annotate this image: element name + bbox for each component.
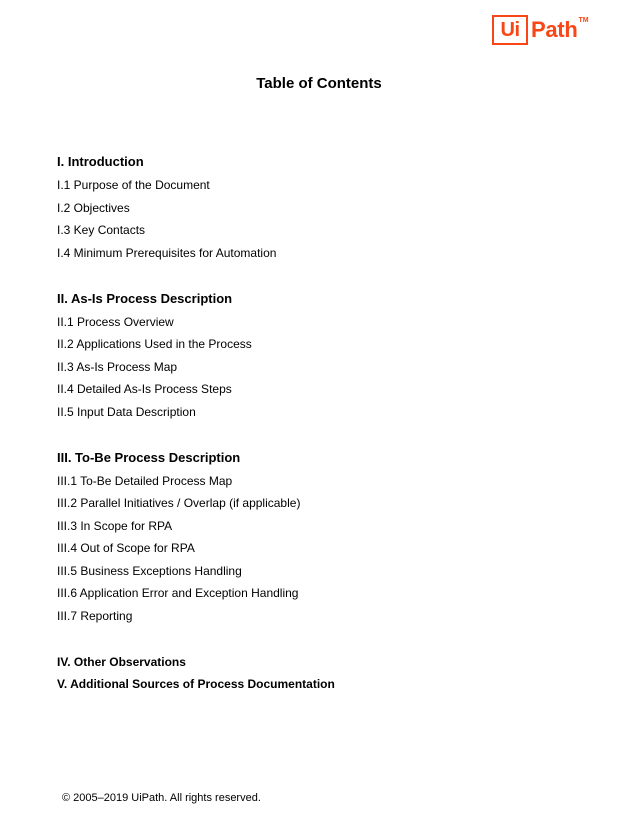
- toc-item[interactable]: III.7 Reporting: [57, 609, 133, 623]
- toc-section-introduction[interactable]: I. Introduction: [57, 154, 144, 169]
- toc-section-other-observations[interactable]: IV. Other Observations: [57, 655, 186, 669]
- toc-item[interactable]: II.4 Detailed As-Is Process Steps: [57, 382, 232, 396]
- toc-section-to-be[interactable]: III. To-Be Process Description: [57, 450, 241, 465]
- toc-item[interactable]: II.2 Applications Used in the Process: [57, 337, 252, 351]
- logo-box: Ui: [492, 15, 528, 45]
- toc-item[interactable]: III.1 To-Be Detailed Process Map: [57, 474, 233, 488]
- toc-item[interactable]: III.4 Out of Scope for RPA: [57, 541, 195, 555]
- toc-section-as-is[interactable]: II. As-Is Process Description: [57, 291, 233, 306]
- toc-item[interactable]: I.1 Purpose of the Document: [57, 178, 210, 192]
- toc-item[interactable]: II.1 Process Overview: [57, 315, 174, 329]
- toc-item[interactable]: III.5 Business Exceptions Handling: [57, 564, 242, 578]
- toc-item[interactable]: II.3 As-Is Process Map: [57, 360, 178, 374]
- toc-section-additional-sources[interactable]: V. Additional Sources of Process Documentation: [57, 677, 335, 691]
- toc-item[interactable]: II.5 Input Data Description: [57, 405, 196, 419]
- toc-item[interactable]: I.4 Minimum Prerequisites for Automation: [57, 246, 277, 260]
- toc-item[interactable]: III.6 Application Error and Exception Handling: [57, 586, 299, 600]
- toc-item[interactable]: I.2 Objectives: [57, 201, 130, 215]
- toc-item[interactable]: III.3 In Scope for RPA: [57, 519, 173, 533]
- logo-trademark: TM: [578, 17, 589, 24]
- copyright-footer: © 2005–2019 UiPath. All rights reserved.: [62, 792, 261, 804]
- page-title: Table of Contents: [256, 75, 382, 92]
- logo-text: Path: [531, 17, 578, 42]
- toc-item[interactable]: I.3 Key Contacts: [57, 223, 146, 237]
- uipath-logo: [492, 15, 589, 45]
- toc-item[interactable]: III.2 Parallel Initiatives / Overlap (if applicable): [57, 496, 301, 510]
